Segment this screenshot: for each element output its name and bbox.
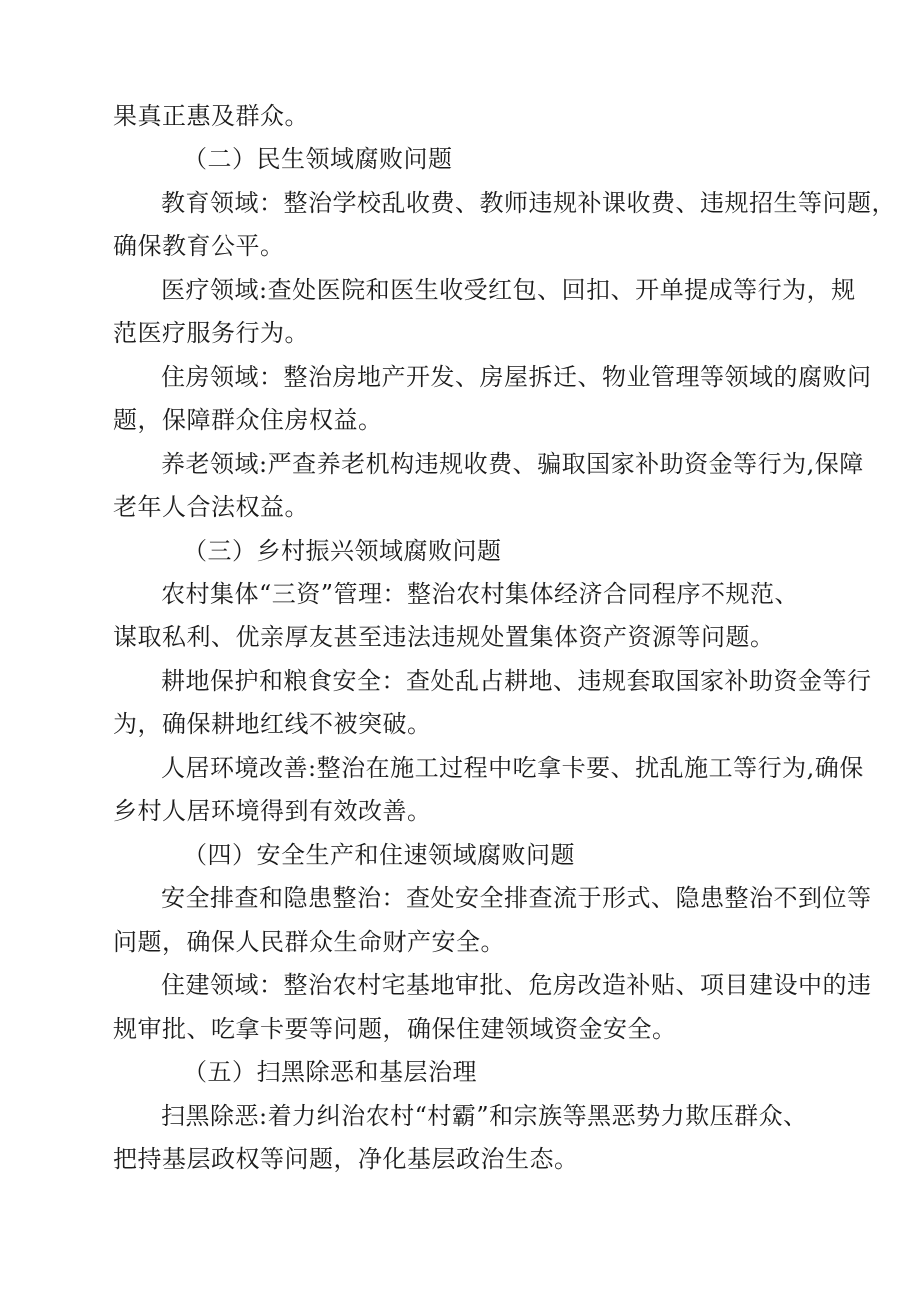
- body-text-line: 乡村人居环境得到有效改善。: [113, 797, 432, 825]
- section-heading-3: （三）乡村振兴领域腐败问题: [183, 537, 502, 565]
- paragraph-housing: 住房领域：整治房地产开发、房屋拆迁、物业管理等领域的腐败问: [161, 363, 872, 391]
- paragraph-farmland: 耕地保护和粮食安全：查处乱占耕地、违规套取国家补助资金等行: [161, 667, 872, 695]
- body-text-line: 确保教育公平。: [113, 232, 285, 260]
- paragraph-education: 教育领域：整治学校乱收费、教师违规补课收费、违规招生等问题，: [161, 189, 896, 217]
- paragraph-elderly-care: 养老领域:严查养老机构违规收费、骗取国家补助资金等行为,保障: [161, 450, 864, 478]
- paragraph-rural-assets: 农村集体“三资”管理：整治农村集体经济合同程序不规范、: [161, 580, 800, 608]
- paragraph-safety-inspection: 安全排查和隐患整治：查处安全排查流于形式、隐患整治不到位等: [161, 884, 872, 912]
- section-heading-5: （五）扫黑除恶和基层治理: [183, 1058, 477, 1086]
- body-text-line: 规审批、吃拿卡要等问题，确保住建领域资金安全。: [113, 1015, 677, 1043]
- body-text-line: 为，确保耕地红线不被突破。: [113, 710, 432, 738]
- paragraph-medical: 医疗领域:查处医院和医生收受红包、回扣、开单提成等行为，规: [161, 276, 856, 304]
- paragraph-housing-construction: 住建领域：整治农村宅基地审批、危房改造补贴、项目建设中的违: [161, 971, 872, 999]
- body-text-line: 把持基层政权等问题，净化基层政治生态。: [113, 1145, 579, 1173]
- body-text-line: 谋取私利、优亲厚友甚至违法违规处置集体资产资源等问题。: [113, 623, 775, 651]
- body-text-line: 题，保障群众住房权益。: [113, 406, 383, 434]
- body-text-line: 老年人合法权益。: [113, 493, 309, 521]
- body-text-line: 果真正惠及群众。: [113, 102, 309, 130]
- body-text-line: 问题，确保人民群众生命财产安全。: [113, 928, 505, 956]
- body-text-line: 范医疗服务行为。: [113, 319, 309, 347]
- section-heading-2: （二）民生领域腐败问题: [183, 145, 453, 173]
- paragraph-living-environment: 人居环境改善:整治在施工过程中吃拿卡要、扰乱施工等行为,确保: [161, 754, 864, 782]
- section-heading-4: （四）安全生产和住速领域腐败问题: [183, 841, 575, 869]
- paragraph-anti-gang: 扫黑除恶:着力纠治农村“村霸”和宗族等黑恶势力欺压群众、: [161, 1102, 808, 1130]
